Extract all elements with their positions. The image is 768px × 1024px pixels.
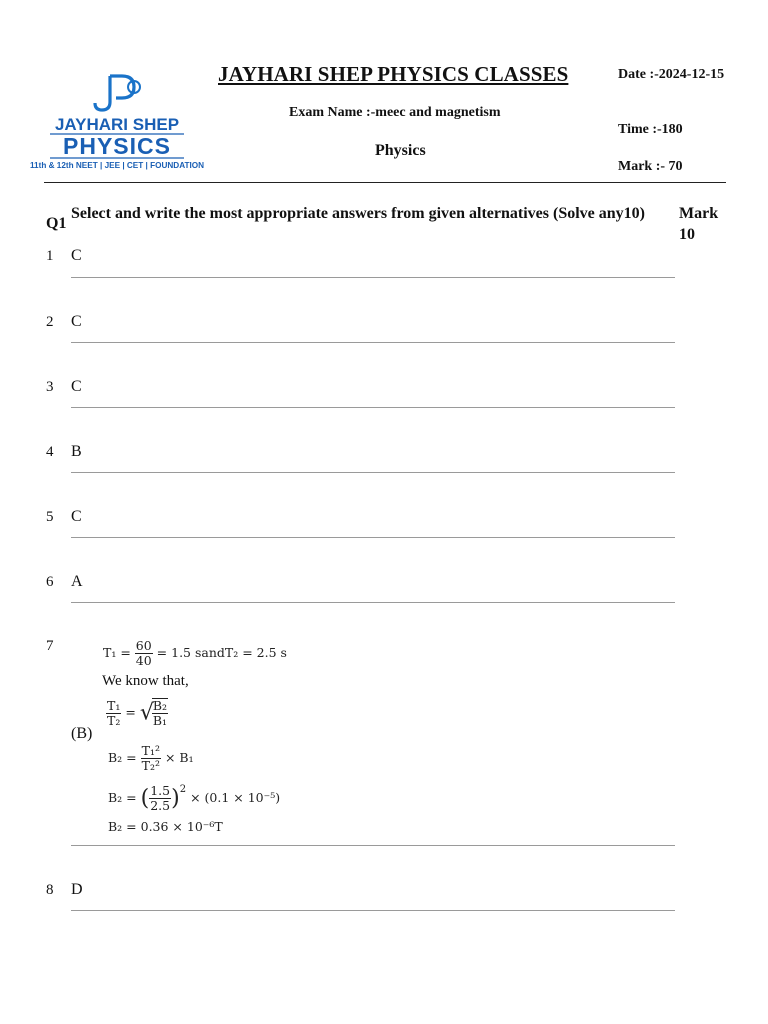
- header-divider: [44, 182, 726, 183]
- solution-text: We know that,: [102, 673, 189, 689]
- answer-divider: [71, 277, 675, 278]
- answer-number: 5: [46, 509, 54, 525]
- logo-line2: PHYSICS: [63, 133, 171, 159]
- answer-divider: [71, 342, 675, 343]
- answer-divider: [71, 845, 675, 846]
- question-mark: Mark 10: [679, 205, 719, 243]
- answer-divider: [71, 407, 675, 408]
- answer-number: 3: [46, 379, 54, 395]
- institute-logo: [29, 70, 205, 174]
- answer-value: C: [71, 508, 82, 525]
- exam-total-mark: Mark :- 70: [618, 159, 683, 174]
- answer-value: D: [71, 881, 83, 898]
- answer-value: C: [71, 378, 82, 395]
- institute-title: JAYHARI SHEP PHYSICS CLASSES: [218, 62, 569, 86]
- solution-line-2: $\frac{\text{T₁}}{\text{T₂}}$ = √ $\frac{\text{B₂}}{\text{B₁}}$: [107, 697, 168, 728]
- answer-value: C: [71, 313, 82, 330]
- answer-value: (B): [71, 725, 93, 742]
- answer-number: 1: [46, 248, 54, 264]
- solution-line-1: T₁ = $\frac{60}{40}$ = 1.5 sandT₂ = 2.5 s: [103, 638, 287, 668]
- subject: Physics: [375, 142, 426, 159]
- logo-line1: JAYHARI SHEP: [54, 115, 180, 134]
- question-number: Q1: [46, 215, 67, 232]
- exam-name: Exam Name :-meec and magnetism: [289, 105, 501, 120]
- solution-line-4: B₂ = ( $\frac{1.5}{2.5}$ )$^2$ × (0.1 × 10⁻⁵): [108, 783, 281, 813]
- answer-number: 7: [46, 638, 54, 654]
- answer-divider: [71, 537, 675, 538]
- answer-divider: [71, 602, 675, 603]
- answer-number: 4: [46, 444, 54, 460]
- answer-number: 6: [46, 574, 54, 590]
- answer-divider: [71, 472, 675, 473]
- question-text: Select and write the most appropriate answers from given alternatives (Solve any10): [71, 205, 645, 222]
- answer-number: 2: [46, 314, 54, 330]
- answer-value: B: [71, 443, 82, 460]
- logo-tagline: 11th & 12th NEET | JEE | CET | FOUNDATION: [29, 161, 205, 170]
- solution-line-3: B₂ = $\frac{\text{T₁²}}{\text{T₂²}}$ × B₁: [108, 743, 194, 773]
- jp-monogram-icon: [95, 76, 140, 110]
- answer-value: A: [71, 573, 83, 590]
- sqrt-icon: √: [139, 700, 154, 726]
- exam-time: Time :-180: [618, 122, 683, 137]
- answer-divider: [71, 910, 675, 911]
- exam-date: Date :-2024-12-15: [618, 67, 725, 82]
- answer-value: C: [71, 247, 82, 264]
- answer-number: 8: [46, 882, 54, 898]
- solution-line-5: B₂ = 0.36 × 10⁻⁶T: [108, 819, 223, 834]
